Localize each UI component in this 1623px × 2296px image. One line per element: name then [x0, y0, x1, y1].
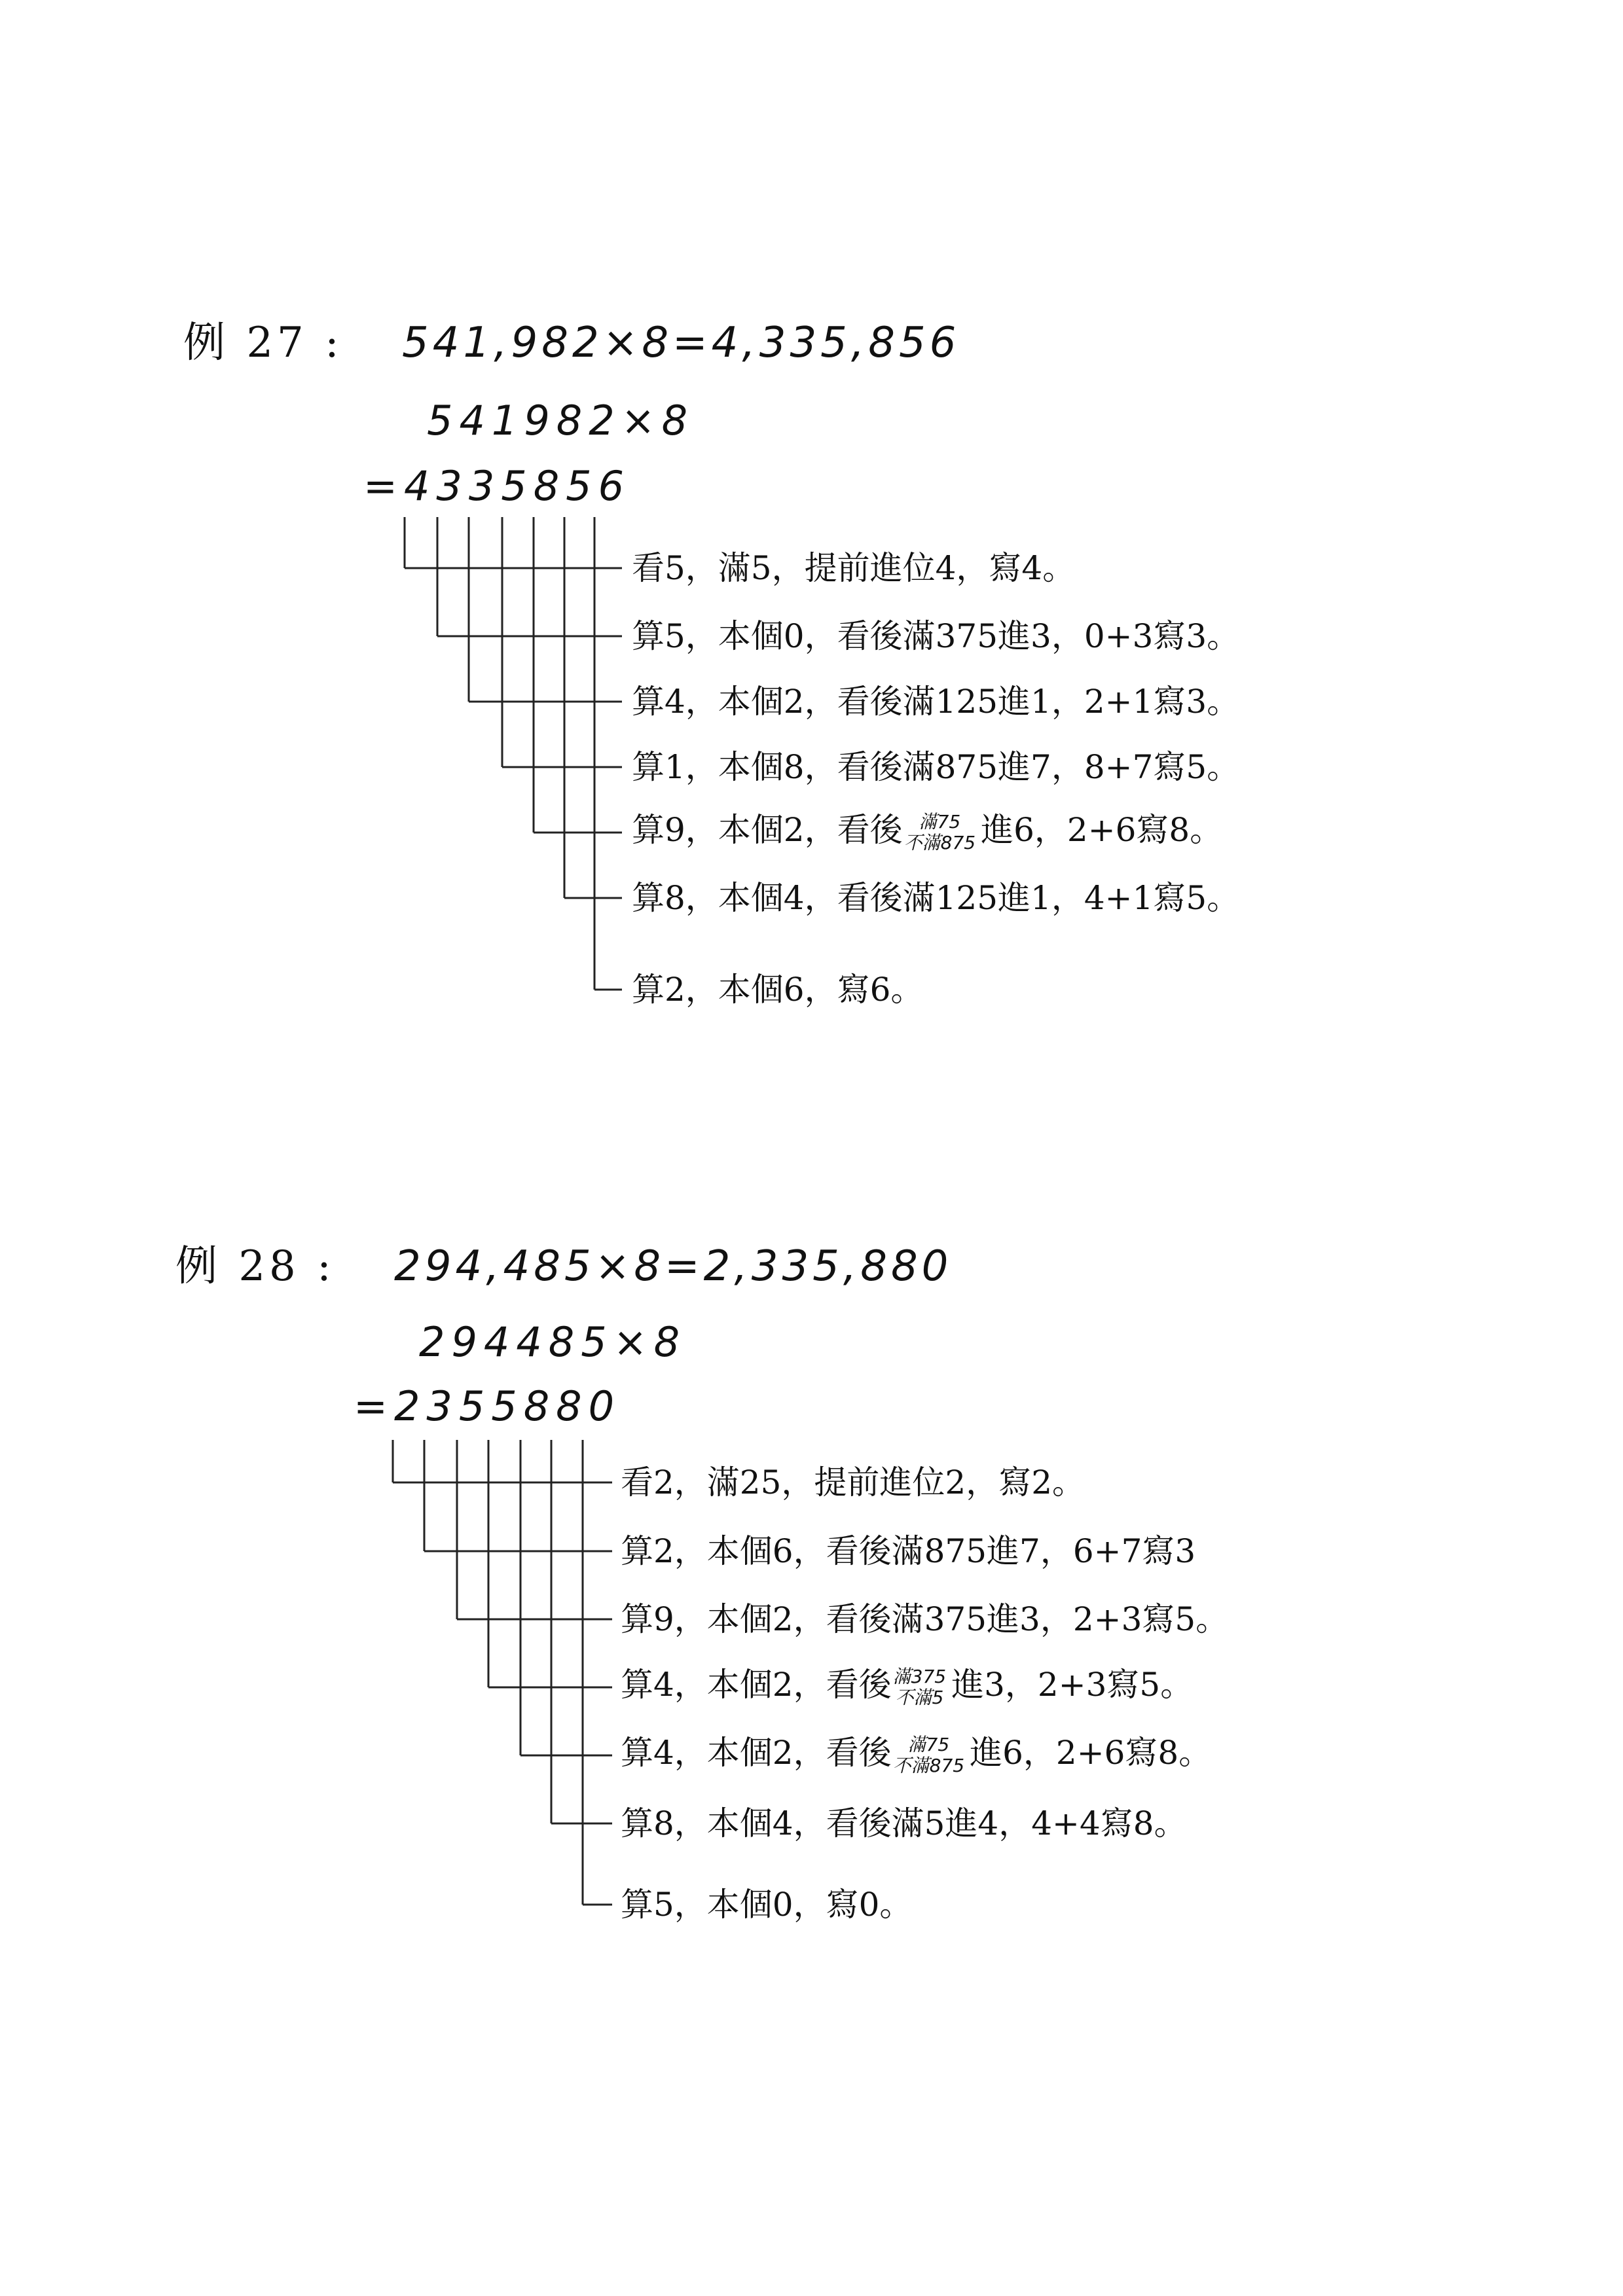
- example-28-label: 例 28 :: [175, 1242, 335, 1291]
- example-28-equation: 294,485×8=2,335,880: [394, 1242, 953, 1291]
- step-text-after-fraction: 進6，2+6寫8。: [970, 1734, 1212, 1772]
- example-28-step-3: 算9，本個2，看後滿375進3，2+3寫5。: [621, 1600, 1229, 1638]
- fraction-annotation: [893, 1734, 964, 1776]
- example-28-step-2: 算2，本個6，看後滿875進7，6+7寫3: [621, 1532, 1196, 1570]
- example-27-step-3: 算4，本個2，看後滿125進1，2+1寫3。: [632, 683, 1240, 721]
- example-27-step-6: 算8，本個4，看後滿125進1，4+1寫5。: [632, 879, 1240, 917]
- example-27-work-line: 541982×8: [427, 397, 695, 444]
- example-28-step-6: 算8，本個4，看後滿5進4，4+4寫8。: [621, 1804, 1187, 1842]
- fraction-bottom: 不滿875: [892, 1755, 965, 1776]
- fraction-top: 滿375: [892, 1665, 947, 1687]
- example-27-step-7: 算2，本個6，寫6。: [632, 971, 924, 1009]
- example-27-label: 例 27 :: [183, 319, 343, 367]
- example-27-result-line: =4335856: [363, 462, 631, 510]
- example-28-step-1: 看2，滿25，提前進位2，寫2。: [621, 1463, 1085, 1501]
- step-text-after-fraction: 進6，2+6寫8。: [981, 811, 1223, 849]
- fraction-top: 滿75: [907, 1733, 950, 1755]
- step-text-before-fraction: 算9，本個2，看後: [632, 811, 903, 849]
- example-27-step-2: 算5，本個0，看後滿375進3，0+3寫3。: [632, 617, 1240, 655]
- example-27-step-4: 算1，本個8，看後滿875進7，8+7寫5。: [632, 748, 1240, 786]
- example-27-step-1: 看5，滿5，提前進位4，寫4。: [632, 549, 1076, 587]
- example-27-equation: 541,982×8=4,335,856: [402, 319, 960, 367]
- fraction-top: 滿75: [919, 810, 961, 833]
- step-text-after-fraction: 進3，2+3寫5。: [951, 1666, 1194, 1704]
- example-28-step-4: [621, 1666, 1193, 1708]
- example-28-step-7: 算5，本個0，寫0。: [621, 1886, 913, 1924]
- step-text-before-fraction: 算4，本個2，看後: [621, 1734, 892, 1772]
- example-28-step-5: [621, 1734, 1211, 1776]
- fraction-bottom: 不滿875: [903, 832, 976, 853]
- example-28-result-line: =2355880: [354, 1382, 621, 1430]
- fraction-bottom: 不滿5: [895, 1687, 944, 1708]
- fraction-annotation: [893, 1666, 946, 1708]
- example-28-work-line: 294485×8: [419, 1318, 687, 1366]
- step-text-before-fraction: 算4，本個2，看後: [621, 1666, 892, 1704]
